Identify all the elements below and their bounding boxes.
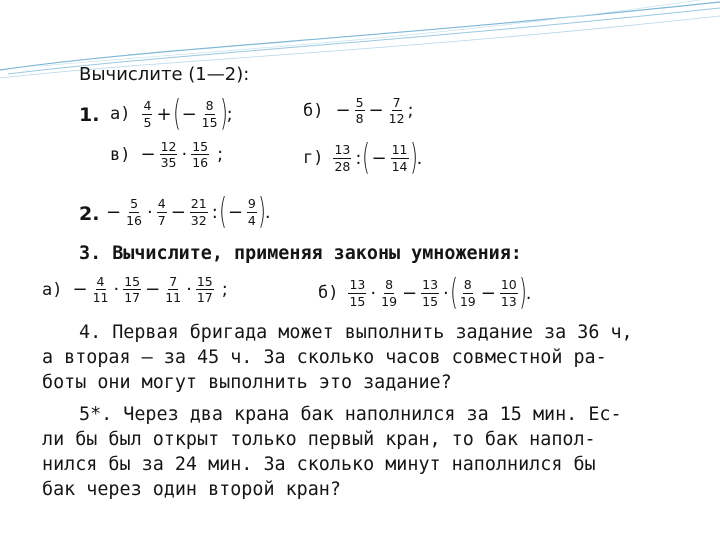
numerator: 8 [205,98,214,114]
paren: ( [218,191,227,232]
operator: − [368,100,384,122]
fraction [346,278,368,307]
problem-4-line: боты они могут выполнить это задание? [42,372,452,393]
paren: ( [362,137,371,178]
fraction [199,99,221,128]
operator: − [371,147,387,169]
denominator: 35 [160,155,177,171]
paren: ) [258,191,266,232]
operator: · [370,282,377,304]
item-label: а) [42,279,63,300]
denominator: 5 [143,114,152,130]
punctuation: ; [217,144,224,166]
fraction [378,278,400,307]
operator: − [72,279,88,301]
fraction [389,143,411,172]
problem-5-line: бак через один второй кран? [42,479,341,500]
paren: ( [172,93,181,134]
item-label: г) [303,148,324,168]
denominator: 15 [349,293,366,309]
operator: · [181,144,188,166]
denominator: 11 [165,290,182,306]
problem-4-line: а вторая — за 45 ч. За сколько часов совместной ра- [42,347,607,368]
operator: − [181,103,197,125]
numerator: 8 [385,277,394,293]
fraction [158,140,180,169]
punctuation: . [416,147,423,169]
paren: ) [518,272,527,313]
denominator: 19 [459,293,476,309]
problem-5-line: 5*. Через два крана бак наполнился за 15 мин. Ес- [79,404,622,425]
numerator: 12 [160,139,177,154]
operator: · [113,279,120,301]
numerator: 15 [124,274,141,289]
fraction [188,197,210,226]
punctuation: . [525,282,532,304]
denominator: 16 [192,155,209,171]
problem-1v [110,140,223,169]
numerator: 4 [143,98,152,114]
fraction [498,278,520,307]
operator: : [355,147,362,169]
operator: − [480,282,496,304]
fraction [194,275,216,304]
item-label: а) [110,104,131,124]
denominator: 17 [196,290,213,306]
denominator: 12 [388,111,405,127]
operator: · [147,201,153,223]
operator: · [443,282,449,304]
numerator: 9 [247,196,256,212]
denominator: 13 [500,293,517,309]
fraction [90,275,112,304]
operator: + [156,103,172,125]
operator: − [402,282,418,304]
punctuation: ; [221,279,228,301]
paren: ) [219,93,228,134]
numerator: 15 [196,274,213,289]
operator: − [227,201,243,223]
problem-2-number: 2. [79,203,100,225]
problem-1a [110,93,233,134]
operator: − [145,279,161,301]
item-label: б) [318,283,339,303]
denominator: 28 [334,158,351,174]
paren: ( [449,272,458,313]
problem-5-line: нился бы за 24 мин. За сколько минут наполнился бы [42,454,596,475]
numerator: 11 [391,142,408,158]
numerator: 4 [157,196,166,212]
denominator: 16 [126,212,142,228]
denominator: 14 [391,158,408,174]
numerator: 5 [355,95,364,110]
numerator: 13 [422,277,439,293]
paren: ) [409,137,418,178]
numerator: 10 [500,277,517,293]
fraction [419,278,441,307]
denominator: 8 [355,111,364,127]
operator: − [335,100,351,122]
item-label: в) [110,144,131,165]
fraction [140,99,154,128]
denominator: 17 [124,290,141,306]
punctuation: ; [226,103,233,125]
page-title: Вычислите (1—2): [79,64,250,85]
operator: − [106,201,122,223]
numerator: 13 [334,142,351,158]
denominator: 15 [201,114,218,130]
operator: : [211,201,218,223]
numerator: 13 [349,277,366,293]
operator: · [186,279,192,301]
denominator: 19 [381,293,398,309]
fraction [457,278,479,307]
fraction [245,197,259,226]
fraction [189,140,211,169]
fraction [331,143,353,172]
denominator: 4 [247,212,256,228]
fraction [353,96,367,125]
numerator: 4 [96,274,105,289]
fraction [121,275,143,304]
denominator: 15 [422,293,439,309]
punctuation: . [264,201,271,223]
operator: − [170,201,186,223]
numerator: 15 [192,139,209,154]
fraction [155,197,169,226]
fraction [123,197,145,226]
fraction [386,96,408,125]
fraction [162,275,184,304]
numerator: 7 [392,95,401,110]
problem-3a [42,275,228,304]
problem-4-line: 4. Первая бригада может выполнить задание за 36 ч, [79,322,633,343]
numerator: 5 [130,196,139,212]
numerator: 8 [463,277,472,293]
denominator: 32 [190,212,207,228]
problem-1b [303,96,414,125]
numerator: 21 [190,196,207,212]
problem-3-heading: 3. Вычислите, применяя законы умножения: [79,243,522,264]
item-label: б) [303,100,324,121]
punctuation: ; [407,100,414,122]
problem-1g [303,137,423,178]
denominator: 11 [92,290,109,306]
denominator: 7 [157,212,166,228]
problem-3b [318,272,532,313]
numerator: 7 [169,274,178,289]
problem-5-line: ли бы был открыт только первый кран, то бак напол- [42,429,596,450]
problem-2 [104,191,271,232]
operator: − [140,144,156,166]
problem-1-number: 1. [79,104,100,126]
